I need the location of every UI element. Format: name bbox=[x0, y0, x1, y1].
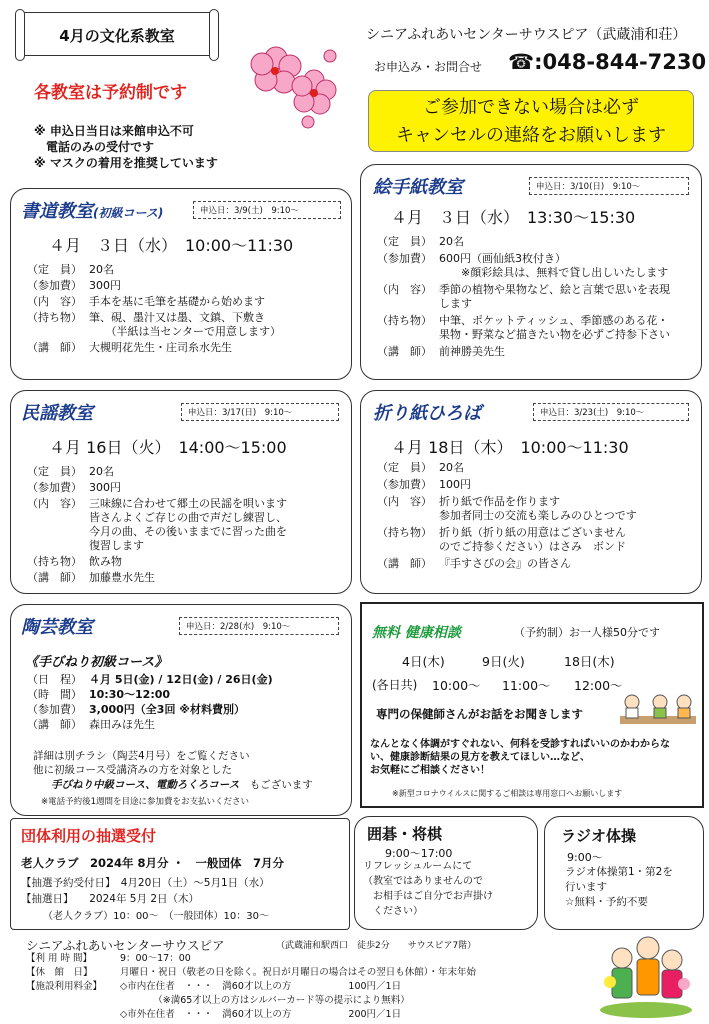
footer-row bbox=[26, 994, 410, 1007]
folk-song-row-value: 加藤豊水先生 bbox=[89, 571, 155, 584]
footer-row-label: 【休 館 日】 bbox=[26, 967, 93, 978]
reservation-notice: 各教室は予約制です bbox=[34, 83, 187, 103]
origami-row-value: 折り紙（折り紙の用意はございません のでご持参ください）はさみ ボンド bbox=[439, 526, 626, 553]
footer-row-label bbox=[26, 994, 120, 1007]
pottery-apply-date: 申込日：2/28(水) 9:10～ bbox=[179, 617, 339, 635]
picture-letter-class-card bbox=[360, 164, 702, 380]
folk-song-row bbox=[27, 481, 121, 495]
footer-access: （武蔵浦和駅西口 徒歩2分 サウスピア7階） bbox=[276, 941, 477, 951]
origami-row-label: （持ち物） bbox=[377, 526, 432, 539]
picture-letter-row-value: 季節の植物や果物など、絵と言葉で思いを表現 します bbox=[439, 283, 670, 310]
footer-center-name: シニアふれあいセンターサウスピア bbox=[26, 938, 225, 953]
nurse-consultation-illustration bbox=[618, 690, 698, 732]
folk-song-class-card bbox=[10, 390, 352, 594]
origami-row-label: （参加費） bbox=[377, 478, 432, 491]
health-line-1: 専門の保健師さんがお話をお聞きします bbox=[376, 707, 583, 721]
origami-row-value: 『手すさびの会』の皆さん bbox=[439, 557, 571, 570]
lottery-times: （老人クラブ）10：00～ （一般団体）10：30～ bbox=[43, 911, 269, 922]
radio-body: ラジオ体操第1・第2を 行います ☆無料・予約不要 bbox=[565, 866, 673, 908]
calligraphy-row-label: （持ち物） bbox=[27, 311, 82, 324]
folk-song-row-value: 20名 bbox=[89, 465, 114, 478]
folk-song-row bbox=[27, 497, 287, 553]
center-name: シニアふれあいセンターサウスピア（武蔵浦和荘） bbox=[366, 27, 687, 43]
health-time-2: 11:00～ bbox=[502, 678, 551, 693]
calligraphy-row-value: 300円 bbox=[89, 279, 121, 292]
footer-row bbox=[26, 980, 401, 993]
contact-label: お申込み・お問合せ bbox=[374, 60, 483, 74]
picture-letter-row bbox=[377, 314, 670, 342]
health-time-3: 12:00～ bbox=[574, 678, 623, 693]
health-consultation-card bbox=[360, 602, 704, 808]
footer-row bbox=[26, 1008, 401, 1021]
pottery-title: 陶芸教室 bbox=[21, 617, 93, 638]
calligraphy-row bbox=[27, 263, 114, 277]
pottery-row-value: 10:30～12:00 bbox=[89, 688, 171, 701]
health-subtitle: （予約制）お一人様50分です bbox=[514, 626, 660, 639]
pottery-note-1: 詳細は別チラシ（陶芸4月号）をご覧ください bbox=[33, 750, 250, 762]
go-shogi-time: 9:00～17:00 bbox=[385, 847, 453, 860]
folk-song-row-label: （内 容） bbox=[27, 497, 82, 510]
folk-song-row-value: 300円 bbox=[89, 481, 121, 494]
go-shogi-card bbox=[354, 816, 538, 930]
origami-apply-date: 申込日：3/23(土) 9:10～ bbox=[533, 403, 689, 421]
lottery-line-1: 老人クラブ 2024年 8月分 ・ 一般団体 7月分 bbox=[21, 856, 285, 870]
picture-letter-row bbox=[377, 283, 670, 311]
radio-exercise-card bbox=[544, 816, 704, 930]
pottery-row bbox=[27, 703, 245, 717]
origami-row-value: 100円 bbox=[439, 478, 471, 491]
notice-line-3: ※ マスクの着用を推奨しています bbox=[34, 156, 218, 170]
folk-song-title: 民謡教室 bbox=[21, 403, 93, 424]
folk-song-row-label: （持ち物） bbox=[27, 555, 82, 568]
folk-song-row bbox=[27, 571, 155, 585]
folk-song-row-label: （講 師） bbox=[27, 571, 82, 584]
pottery-note-3: 手びねり中級コース、電動ろくろコース もございます bbox=[51, 779, 313, 791]
health-times-label: (各日共) bbox=[372, 678, 418, 692]
footer-row-label bbox=[26, 1008, 120, 1021]
pottery-row-label: （時 間） bbox=[27, 688, 82, 701]
origami-row-label: （定 員） bbox=[377, 461, 432, 474]
picture-letter-row-value: 20名 bbox=[439, 235, 464, 248]
picture-letter-row-label: （参加費） bbox=[377, 252, 432, 265]
lottery-date: 【抽選日】 2024年 5月 2日（木） bbox=[21, 893, 200, 905]
health-body: なんとなく体調がすぐれない、何科を受診すればいいのかわからな い、健康診断結果の見方を教えてほしい…など、 お気軽にご相談ください！ bbox=[370, 739, 670, 776]
folk-song-row bbox=[27, 465, 114, 479]
calligraphy-row-label: （参加費） bbox=[27, 279, 82, 292]
footer-row-label: 【施設利用料金】 bbox=[26, 981, 103, 992]
picture-letter-row-value: 前神勝美先生 bbox=[439, 345, 505, 358]
picture-letter-row bbox=[377, 252, 668, 280]
origami-row bbox=[377, 478, 471, 492]
health-date-1: 4日(木) bbox=[402, 654, 445, 669]
calligraphy-row bbox=[27, 341, 232, 355]
footer-row bbox=[26, 966, 476, 979]
footer-row-label: 【利 用 時 間】 bbox=[26, 953, 93, 964]
calligraphy-class-card bbox=[10, 188, 352, 380]
calligraphy-row-value: 手本を基に毛筆を基礎から始めます bbox=[89, 295, 265, 308]
pottery-note-4: ※電話予約後1週間を目途に参加費をお支払いください bbox=[41, 797, 250, 807]
lottery-title: 団体利用の抽選受付 bbox=[21, 827, 157, 845]
notice-line-2: 電話のみの受付です bbox=[34, 140, 155, 154]
origami-time: ４月 18日（木） 10:00～11:30 bbox=[391, 438, 629, 457]
picture-letter-row-label: （定 員） bbox=[377, 235, 432, 248]
calligraphy-time: ４月 ３日（水） 10:00～11:30 bbox=[49, 236, 294, 255]
health-date-3: 18日(木) bbox=[564, 654, 615, 669]
footer-row-value: 9：00～17：00 bbox=[120, 953, 191, 964]
go-shogi-body: リフレッシュルームにて （教室ではありませんので お相手はご自分でお声掛け ください） bbox=[363, 861, 493, 917]
picture-letter-time: ４月 ３日（水） 13:30～15:30 bbox=[391, 208, 636, 227]
pottery-row bbox=[27, 673, 273, 687]
calligraphy-row bbox=[27, 311, 281, 339]
header-banner bbox=[18, 12, 216, 56]
calligraphy-row-label: （講 師） bbox=[27, 341, 82, 354]
origami-row bbox=[377, 461, 464, 475]
pottery-row bbox=[27, 718, 155, 732]
calligraphy-row bbox=[27, 279, 121, 293]
origami-row bbox=[377, 526, 626, 554]
folk-song-time: ４月 16日（火） 14:00～15:00 bbox=[49, 438, 287, 457]
notice-line-1: ※ 申込日当日は来館申込不可 bbox=[34, 124, 194, 138]
origami-title: 折り紙ひろば bbox=[373, 403, 481, 424]
calligraphy-row-label: （定 員） bbox=[27, 263, 82, 276]
folk-song-apply-date: 申込日：3/17(日) 9:10～ bbox=[181, 403, 339, 421]
picture-letter-row-value: 中筆、ポケットティッシュ、季節感のある花・ 果物・野菜など描きたい物を必ずご持参下さい bbox=[439, 314, 670, 341]
origami-row bbox=[377, 557, 571, 571]
origami-row-value: 折り紙で作品を作ります 参加者同士の交流も楽しみのひとつです bbox=[439, 495, 637, 522]
picture-letter-row-value: 600円（画仙紙3枚付き） ※顔彩絵具は、無料で貸し出しいたします bbox=[439, 252, 669, 279]
origami-row-label: （講 師） bbox=[377, 557, 432, 570]
origami-row-label: （内 容） bbox=[377, 495, 432, 508]
footer-row bbox=[26, 952, 191, 965]
go-shogi-title: 囲碁・将棋 bbox=[367, 825, 443, 843]
pottery-row bbox=[27, 688, 170, 702]
calligraphy-row-label: （内 容） bbox=[27, 295, 82, 308]
origami-class-card bbox=[360, 390, 702, 594]
footer-row-value: 月曜日・祝日（敬老の日を除く。祝日が月曜日の場合はその翌日も休館）・年末年始 bbox=[120, 967, 477, 978]
pottery-row-value: 森田みほ先生 bbox=[89, 718, 155, 731]
footer-row-value: ◇市内在住者 ・・・ 満60才以上の方 100円／1日 bbox=[120, 981, 402, 992]
folk-song-row-label: （定 員） bbox=[27, 465, 82, 478]
picture-letter-row-label: （持ち物） bbox=[377, 314, 432, 327]
calligraphy-apply-date: 申込日：3/9(土) 9:10～ bbox=[193, 201, 341, 219]
pottery-note-2: 他に初級コース受講済みの方を対象とした bbox=[33, 764, 232, 776]
footer-row-value: （※満65才以上の方はシルバーカード等の提示により無料） bbox=[120, 995, 410, 1006]
folk-song-row bbox=[27, 555, 122, 569]
pottery-row-value: ４月 5日(金) / 12日(金) / 26日(金) bbox=[89, 673, 273, 686]
picture-letter-row bbox=[377, 235, 464, 249]
pottery-class-card bbox=[10, 604, 352, 816]
picture-letter-apply-date: 申込日：3/10(日) 9:10～ bbox=[529, 177, 689, 195]
radio-time: 9:00～ bbox=[567, 851, 603, 864]
pottery-row-value: 3,000円（全3回 ※材料費別） bbox=[89, 703, 245, 716]
picture-letter-row-label: （講 師） bbox=[377, 345, 432, 358]
calligraphy-title: 書道教室(初級コース) bbox=[21, 201, 164, 222]
health-note: ※新型コロナウイルスに関するご相談は専用窓口へお願いします bbox=[392, 789, 623, 798]
cancel-notice: ご参加できない場合は必ず キャンセルの連絡をお願いします bbox=[368, 90, 694, 152]
picture-letter-row bbox=[377, 345, 505, 359]
cherry-blossom-icon bbox=[246, 36, 344, 132]
health-time-1: 10:00～ bbox=[432, 678, 481, 693]
phone-number[interactable]: ☎:048-844-7230 bbox=[508, 50, 707, 74]
calligraphy-row-value: 筆、硯、墨汁又は墨、文鎮、下敷き （半紙は当センターで用意します） bbox=[89, 311, 282, 338]
folk-song-row-value: 飲み物 bbox=[89, 555, 122, 568]
radio-title: ラジオ体操 bbox=[561, 827, 637, 845]
folk-song-row-value: 三味線に合わせて郷土の民謡を唄います 皆さんよくご存じの曲で声だし練習し、 今月の曲、その後いままでに習った曲を 復習します bbox=[89, 497, 287, 552]
calligraphy-row-value: 大槻明花先生・庄司糸水先生 bbox=[89, 341, 232, 354]
calligraphy-row bbox=[27, 295, 265, 309]
calligraphy-row-value: 20名 bbox=[89, 263, 114, 276]
pottery-row-label: （講 師） bbox=[27, 718, 82, 731]
folk-song-row-label: （参加費） bbox=[27, 481, 82, 494]
group-lottery-card bbox=[10, 818, 350, 930]
pottery-row-label: （日 程） bbox=[27, 673, 82, 686]
picture-letter-title: 絵手紙教室 bbox=[373, 177, 463, 198]
origami-row-value: 20名 bbox=[439, 461, 464, 474]
health-title: 無料 健康相談 bbox=[372, 625, 461, 641]
seniors-illustration bbox=[598, 924, 694, 1018]
lottery-period: 【抽選予約受付日】 4月20日（土）～5月1日（水） bbox=[21, 877, 270, 889]
health-date-2: 9日(火) bbox=[482, 654, 525, 669]
origami-row bbox=[377, 495, 637, 523]
picture-letter-row-label: （内 容） bbox=[377, 283, 432, 296]
pottery-row-label: （参加費） bbox=[27, 703, 82, 716]
pottery-course: 《手びねり初級コース》 bbox=[25, 655, 168, 670]
footer-row-value: ◇市外在住者 ・・・ 満60才以上の方 200円／1日 bbox=[120, 1009, 402, 1020]
banner-title: 4月の文化系教室 bbox=[59, 27, 175, 45]
